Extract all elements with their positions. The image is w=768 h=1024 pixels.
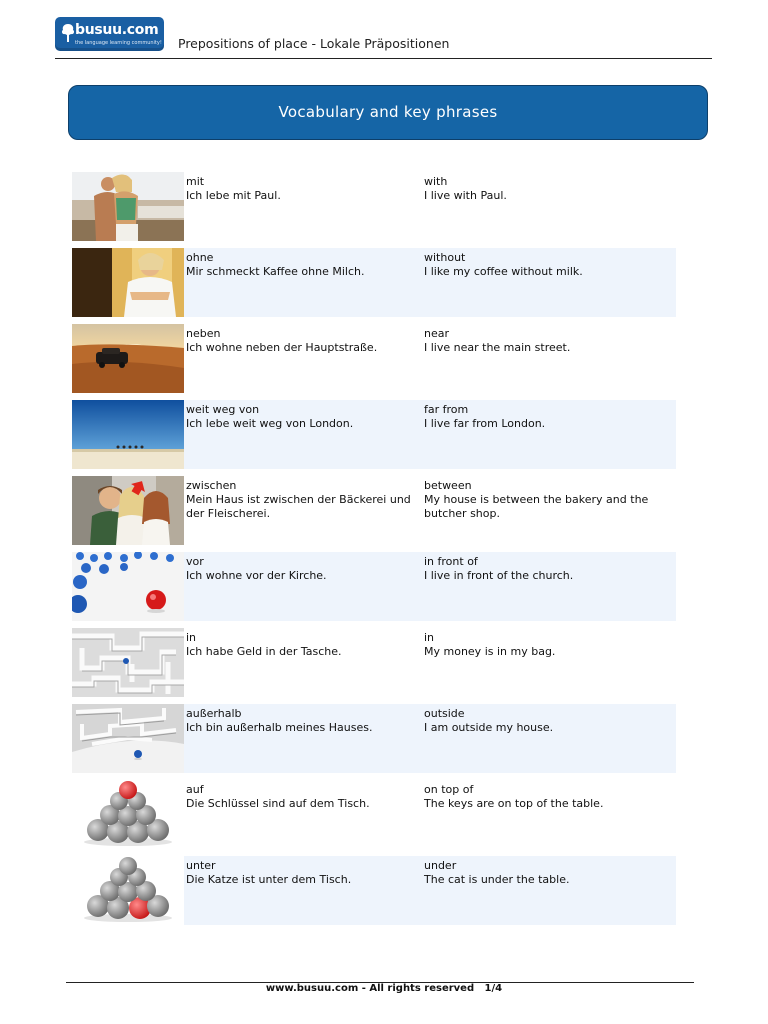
english-column <box>424 403 674 431</box>
document-title: Prepositions of place - Lokale Präpositionen <box>178 36 450 51</box>
german-column <box>186 555 411 583</box>
english-phrase: I live far from London. <box>424 417 546 430</box>
german-term: mit <box>186 175 205 188</box>
german-column <box>186 479 411 521</box>
maze-inside-photo <box>72 628 184 697</box>
english-term: in <box>424 631 435 644</box>
english-column <box>424 859 674 887</box>
english-term: on top of <box>424 783 474 796</box>
german-phrase: Ich lebe mit Paul. <box>186 189 281 202</box>
vocab-row <box>72 780 676 849</box>
english-phrase: My money is in my bag. <box>424 645 556 658</box>
section-title: Vocabulary and key phrases <box>278 103 498 121</box>
spheres-photo <box>72 552 184 621</box>
english-column <box>424 251 674 279</box>
maze-outside-photo <box>72 704 184 773</box>
german-term: außerhalb <box>186 707 242 720</box>
english-phrase: I live near the main street. <box>424 341 571 354</box>
vocab-row <box>72 172 676 241</box>
logo-text: busuu.com <box>75 22 159 38</box>
german-column <box>186 403 411 431</box>
german-term: unter <box>186 859 216 872</box>
english-column <box>424 327 674 355</box>
german-term: vor <box>186 555 204 568</box>
german-term: auf <box>186 783 204 796</box>
english-column <box>424 631 674 659</box>
logo-tagline: the language learning community! <box>75 40 162 46</box>
german-phrase: Ich wohne vor der Kirche. <box>186 569 327 582</box>
woman-photo <box>72 248 184 317</box>
footer-text: www.busuu.com - All rights reserved 1/4 <box>265 983 503 994</box>
english-phrase: The cat is under the table. <box>424 873 570 886</box>
vocab-row <box>72 476 676 545</box>
german-column <box>186 707 411 735</box>
desert-caravan-photo <box>72 400 184 469</box>
german-phrase: Ich wohne neben der Hauptstraße. <box>186 341 378 354</box>
german-term: neben <box>186 327 221 340</box>
english-phrase: I am outside my house. <box>424 721 554 734</box>
german-term: ohne <box>186 251 214 264</box>
german-column <box>186 783 411 811</box>
german-term: zwischen <box>186 479 237 492</box>
german-column <box>186 327 411 355</box>
busuu-logo <box>55 17 164 51</box>
ball-pyramid-top-photo <box>72 780 184 849</box>
vocab-row <box>72 856 676 925</box>
german-column <box>186 859 411 887</box>
german-phrase: Mein Haus ist zwischen der Bäckerei und der Fleischerei. <box>186 493 411 520</box>
ball-pyramid-under-photo <box>72 856 184 925</box>
german-phrase: Die Schlüssel sind auf dem Tisch. <box>186 797 370 810</box>
english-term: in front of <box>424 555 478 568</box>
section-banner <box>68 85 708 140</box>
vocab-row <box>72 628 676 697</box>
couple-photo <box>72 172 184 241</box>
english-term: between <box>424 479 472 492</box>
vocab-row <box>72 400 676 469</box>
german-column <box>186 631 411 659</box>
english-phrase: The keys are on top of the table. <box>424 797 604 810</box>
german-column <box>186 251 411 279</box>
english-column <box>424 783 674 811</box>
vocabulary-list <box>72 172 676 932</box>
english-column <box>424 707 674 735</box>
family-photo <box>72 476 184 545</box>
tree-icon <box>61 23 75 43</box>
german-phrase: Ich bin außerhalb meines Hauses. <box>186 721 373 734</box>
german-phrase: Mir schmeckt Kaffee ohne Milch. <box>186 265 365 278</box>
english-column <box>424 555 674 583</box>
english-term: with <box>424 175 448 188</box>
german-term: in <box>186 631 197 644</box>
english-phrase: I live with Paul. <box>424 189 507 202</box>
vocab-row <box>72 248 676 317</box>
german-term: weit weg von <box>186 403 260 416</box>
header-divider <box>55 58 712 59</box>
german-column <box>186 175 411 203</box>
english-term: far from <box>424 403 469 416</box>
german-phrase: Die Katze ist unter dem Tisch. <box>186 873 352 886</box>
english-term: without <box>424 251 466 264</box>
english-term: near <box>424 327 450 340</box>
english-term: under <box>424 859 457 872</box>
english-term: outside <box>424 707 465 720</box>
english-column <box>424 175 674 203</box>
vocab-row <box>72 704 676 773</box>
vocab-row <box>72 552 676 621</box>
desert-car-photo <box>72 324 184 393</box>
english-column <box>424 479 674 521</box>
english-phrase: My house is between the bakery and the butcher shop. <box>424 493 649 520</box>
german-phrase: Ich habe Geld in der Tasche. <box>186 645 342 658</box>
english-phrase: I like my coffee without milk. <box>424 265 583 278</box>
english-phrase: I live in front of the church. <box>424 569 574 582</box>
german-phrase: Ich lebe weit weg von London. <box>186 417 354 430</box>
vocab-row <box>72 324 676 393</box>
